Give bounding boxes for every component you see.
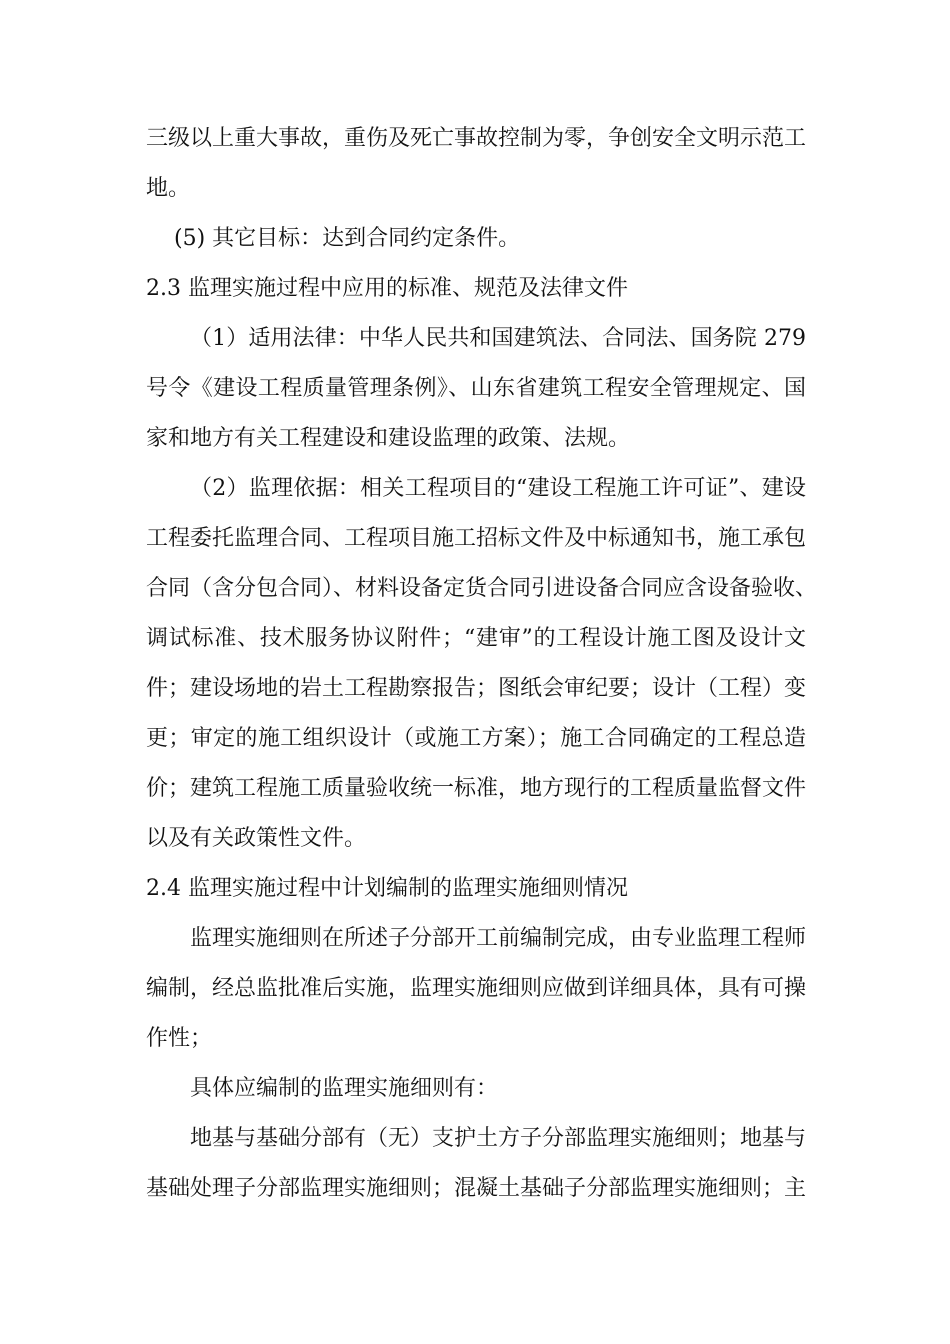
paragraph-line: 三级以上重大事故，重伤及死亡事故控制为零，争创安全文明示范工 <box>146 126 807 151</box>
paragraph-line: 家和地方有关工程建设和建设监理的政策、法规。 <box>146 426 631 451</box>
paragraph-line: 工程委托监理合同、工程项目施工招标文件及中标通知书，施工承包 <box>146 526 807 551</box>
paragraph-line: 地基与基础分部有（无）支护土方子分部监理实施细则；地基与 <box>190 1126 807 1151</box>
paragraph-line: 地。 <box>146 176 191 201</box>
paragraph-line: 调试标准、技术服务协议附件；“建审”的工程设计施工图及设计文 <box>146 626 806 651</box>
paragraph-line: 具体应编制的监理实施细则有： <box>190 1076 499 1101</box>
paragraph-line: 合同（含分包合同）、材料设备定货合同引进设备合同应含设备验收、 <box>146 576 818 601</box>
section-heading: 2.4 监理实施过程中计划编制的监理实施细则情况 <box>146 876 628 901</box>
paragraph-line: 基础处理子分部监理实施细则；混凝土基础子分部监理实施细则；主 <box>146 1176 807 1201</box>
paragraph-line: 更；审定的施工组织设计（或施工方案）；施工合同确定的工程总造 <box>146 726 806 751</box>
section-heading: 2.3 监理实施过程中应用的标准、规范及法律文件 <box>146 276 628 301</box>
paragraph-line: 编制，经总监批准后实施，监理实施细则应做到详细具体，具有可操 <box>146 976 807 1001</box>
paragraph-line: （1）适用法律：中华人民共和国建筑法、合同法、国务院 279 <box>190 326 806 351</box>
paragraph-line: (5) 其它目标：达到合同约定条件。 <box>174 226 521 251</box>
paragraph-line: 件；建设场地的岩土工程勘察报告；图纸会审纪要；设计（工程）变 <box>146 676 807 701</box>
paragraph-line: 号令《建设工程质量管理条例》、山东省建筑工程安全管理规定、国 <box>146 376 806 401</box>
paragraph-line: 作性； <box>146 1026 213 1051</box>
paragraph-line: （2）监理依据：相关工程项目的“建设工程施工许可证”、建设 <box>190 476 806 501</box>
paragraph-line: 价；建筑工程施工质量验收统一标准，地方现行的工程质量监督文件 <box>146 776 807 801</box>
document-page <box>146 114 818 1214</box>
paragraph-line: 监理实施细则在所述子分部开工前编制完成，由专业监理工程师 <box>190 926 807 951</box>
paragraph-line: 以及有关政策性文件。 <box>146 826 367 851</box>
